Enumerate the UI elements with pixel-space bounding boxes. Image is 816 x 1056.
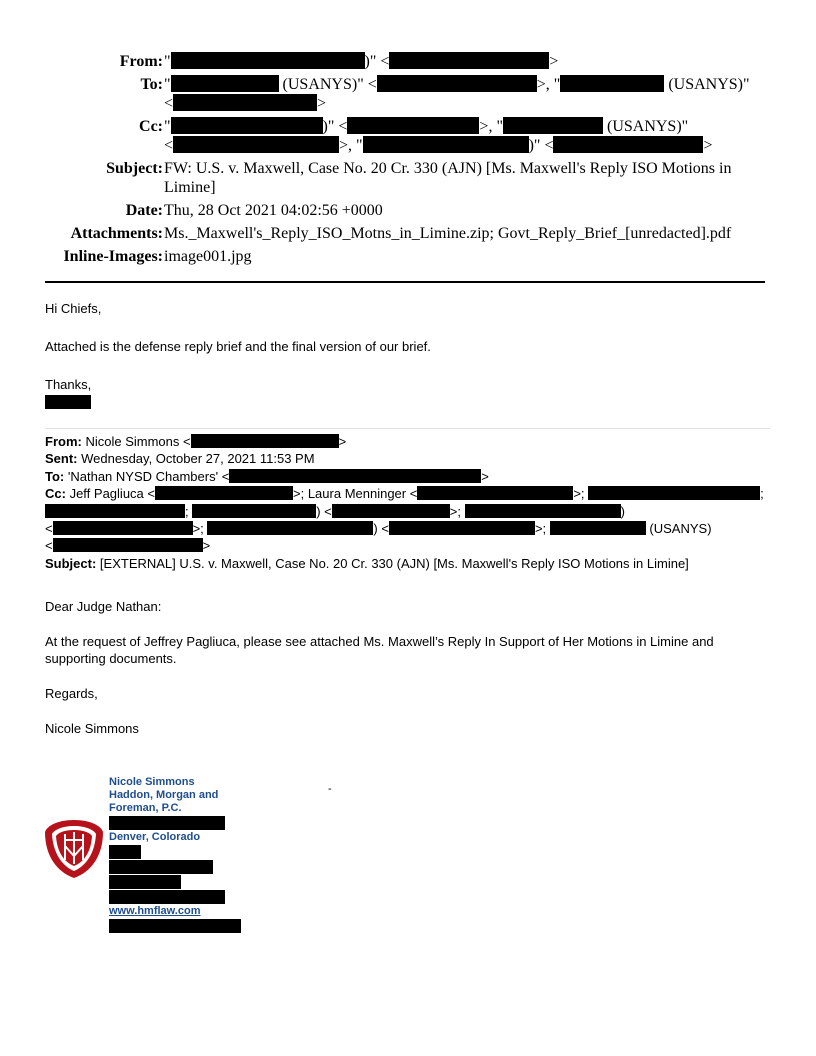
redaction [53, 538, 203, 552]
redaction [377, 75, 537, 92]
redaction [389, 521, 535, 535]
reply-body [45, 300, 770, 412]
sig-name: Nicole Simmons [109, 776, 195, 788]
greeting: Hi Chiefs, [45, 301, 102, 316]
sender-name: Nicole Simmons [45, 721, 139, 736]
redaction [192, 504, 316, 518]
fwd-sent-label: Sent: [45, 451, 78, 467]
redaction [45, 395, 91, 409]
fwd-to-name: 'Nathan NYSD Chambers' [67, 468, 219, 484]
redaction [553, 136, 703, 153]
redaction [109, 875, 181, 889]
fwd-to-row: To: 'Nathan NYSD Chambers' < > [45, 468, 489, 484]
sig-firm-line1: Haddon, Morgan and [109, 789, 219, 801]
redaction [53, 521, 193, 535]
header-cc-row: Cc: " )" < >, " (USANYS)" < >, " )" < > [139, 118, 713, 154]
forwarded-header [45, 433, 770, 572]
fwd-sent-row [45, 450, 770, 467]
attachments-label: Attachments: [70, 225, 163, 242]
reply-line: Attached is the defense reply brief and the final version of our brief. [45, 339, 431, 354]
salutation: Dear Judge Nathan: [45, 599, 162, 614]
fwd-from-name: Nicole Simmons [85, 434, 180, 449]
inline-images-label: Inline-Images: [63, 248, 163, 265]
fwd-cc-row: Cc: Jeff Pagliuca < >; Laura Menninger < >; ; ; ) < >; ) < >; ) < >; (USANYS) < > [45, 486, 764, 554]
usanys-text: (USANYS) [606, 118, 682, 135]
redaction [389, 52, 549, 69]
redaction [155, 486, 293, 500]
redaction [417, 486, 573, 500]
usanys-text: (USANYS) [668, 76, 743, 93]
redaction [503, 117, 603, 134]
subject-label: Subject: [106, 160, 163, 177]
redaction [363, 136, 529, 153]
redaction [109, 890, 225, 904]
from-label: From: [119, 53, 163, 70]
redaction [229, 469, 481, 483]
email-signature [109, 776, 269, 934]
closing: Regards, [45, 686, 98, 701]
redaction [332, 504, 450, 518]
redaction [560, 75, 664, 92]
fwd-from-label: From: [45, 434, 82, 449]
date-label: Date: [125, 202, 163, 219]
signoff: Thanks, [45, 377, 92, 392]
redaction [550, 521, 646, 535]
header-date-row [0, 201, 816, 220]
stray-dash: - [328, 783, 332, 795]
redaction [173, 136, 339, 153]
header-from-row: From: " )" < > [119, 53, 559, 70]
redaction [109, 845, 141, 859]
fwd-to-label: To: [45, 468, 65, 484]
redaction [207, 521, 373, 535]
cc-label: Cc: [139, 118, 163, 135]
redaction [109, 816, 225, 830]
redaction [191, 434, 339, 448]
redaction [171, 75, 279, 92]
to-label: To: [140, 76, 163, 93]
email-header [0, 52, 816, 270]
attachments-text[interactable]: Ms._Maxwell's_Reply_ISO_Motns_in_Limine.zip; Govt_Reply_Brief_[unredacted].pdf [164, 225, 732, 242]
subject-text: FW: U.S. v. Maxwell, Case No. 20 Cr. 330 (AJN) [Ms. Maxwell's Reply ISO Motions in Limine] [164, 160, 732, 196]
header-to-row: To: " (USANYS)" < >, " (USANYS)" < > [140, 76, 750, 112]
fwd-subject-text: [EXTERNAL] U.S. v. Maxwell, Case No. 20 Cr. 330 (AJN) [Ms. Maxwell's Reply ISO Motions in Limine] [99, 555, 689, 571]
inline-images-text[interactable]: image001.jpg [164, 248, 252, 265]
sig-city: Denver, Colorado [109, 831, 201, 843]
sig-firm-line2: Foreman, P.C. [109, 802, 182, 814]
date-text: Thu, 28 Oct 2021 04:02:56 +0000 [164, 202, 383, 219]
redaction [45, 504, 185, 518]
redaction [588, 486, 760, 500]
fwd-from-row: From: Nicole Simmons < > [45, 434, 347, 449]
sig-website-link[interactable]: www.hmflaw.com [109, 905, 201, 917]
header-inline-images-row [0, 247, 816, 266]
fwd-sent-text: Wednesday, October 27, 2021 11:53 PM [81, 451, 315, 467]
fwd-subject-row [45, 555, 770, 572]
usanys-text: (USANYS) [282, 76, 358, 93]
forward-divider [45, 428, 770, 429]
header-attachments-row [0, 224, 816, 243]
fwd-subject-label: Subject: [45, 555, 97, 571]
redaction [109, 860, 213, 874]
usanys-text: (USANYS) [649, 521, 712, 537]
fwd-cc-name2: Laura Menninger [307, 486, 407, 502]
firm-logo-icon [43, 818, 105, 880]
redaction [109, 919, 241, 933]
header-divider [45, 281, 765, 283]
redaction [347, 117, 479, 134]
redaction [173, 94, 317, 111]
redaction [465, 504, 621, 518]
redaction [171, 117, 323, 134]
header-subject-row [0, 159, 816, 197]
fwd-cc-name1: Jeff Pagliuca [69, 486, 144, 502]
message-body: At the request of Jeffrey Pagliuca, please see attached Ms. Maxwell’s Reply In Support of Her Motions in Limine and supporting documents. [45, 634, 714, 666]
redaction [171, 52, 365, 69]
fwd-cc-label: Cc: [45, 486, 66, 502]
forwarded-message [45, 598, 765, 755]
